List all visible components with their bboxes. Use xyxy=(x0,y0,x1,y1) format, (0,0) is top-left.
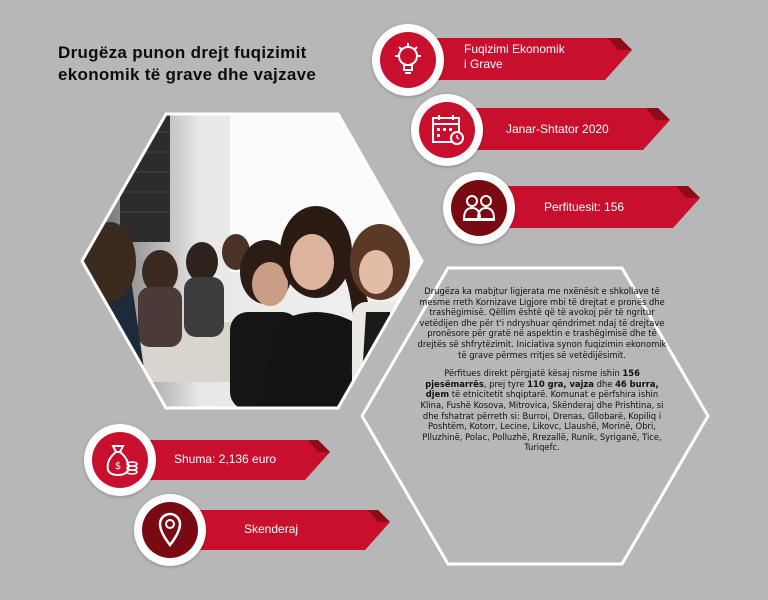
calendar-icon xyxy=(431,114,465,146)
title-line-2: ekonomik të grave dhe vajzave xyxy=(58,65,317,84)
location-pin-icon xyxy=(158,512,182,548)
ribbon-icon-circle xyxy=(372,24,444,96)
ribbon-label: Shuma: 2,136 euro xyxy=(174,452,277,466)
ribbon-label: Fuqizimi Ekonomik i Grave xyxy=(464,42,565,71)
info-paragraph-1: Drugëza ka mabjtur ligjerata me nxënësit e shkollave të mesme rreth Kornizave Ligjore mbi të drejtat e pronës dhe trashëgimisë. Qëllim është që të avokoj për të ngritur vetëdijen dhe për t'i ndryshuar qëndrimet ndaj të drejtave pronësore për gratë në aspektin e trashëgimisë dhe të drejtës së shfrytëzimit. Iniciativa synon fuqizimin ekonomik të grave përmes rritjes së vetëdijësimit. xyxy=(417,286,667,360)
money-bag-icon xyxy=(104,442,138,478)
ribbon-amount xyxy=(130,438,330,482)
ribbon-location xyxy=(182,508,390,552)
info-text xyxy=(416,286,668,461)
title-line-1: Drugëza punon drejt fuqizimit xyxy=(58,43,307,62)
ribbon-icon-circle xyxy=(443,172,515,244)
ribbon-label: Perfituesit: 156 xyxy=(544,200,625,214)
ribbon-label: Janar-Shtator 2020 xyxy=(506,122,609,136)
page-title xyxy=(58,42,358,86)
ribbon-label: Skenderaj xyxy=(244,522,299,536)
ribbon-icon-circle xyxy=(134,494,206,566)
people-icon xyxy=(461,192,497,224)
svg-text:$: $ xyxy=(114,461,122,472)
info-paragraph-2: Përfitues direkt përgjatë kësaj nisme ishin 156 pjesëmarrës, prej tyre 110 gra, vajza dhe 46 burra, djem të etnicitetit shqiptarë. Komunat e përfshira ishin Klina, Fushë Kosova, Mitrovica, Skënderaj dhe Prishtina, si dhe fshatrat përreth si: Burroi, Drenas, Gllobarë, Kopiliq i Poshtëm, Kotorr, Lecine, Likovc, Llaushë, Morinë, Obri, Plluzhinë, Polac, Polluzhë, Rrezallë, Runik, Syriganë, Tice, Turiqefc. xyxy=(420,368,664,453)
ribbon-icon-circle xyxy=(84,424,156,496)
lightbulb-icon xyxy=(392,42,424,78)
